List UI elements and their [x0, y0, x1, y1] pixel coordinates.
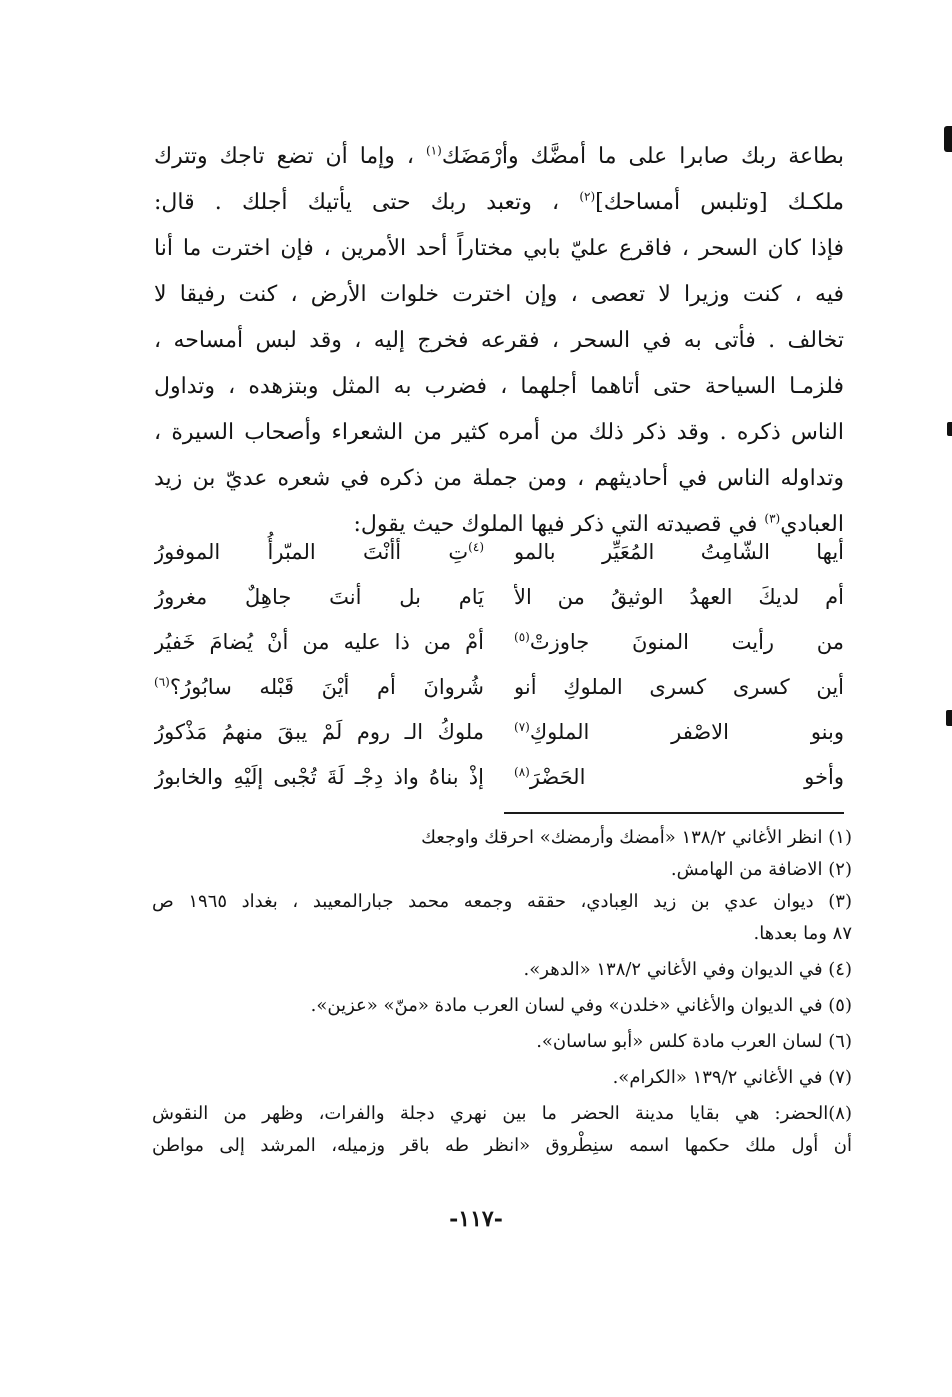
text-line: ملكـك [وتلبس أمساحك]$^{(٢)}$ ، وتعبد ربك حتى يأتيك أجلك . قال:	[154, 189, 844, 215]
verse-first-half: أم لديكَ العهدُ الوثيقُ من الأ	[514, 585, 844, 609]
footnote-line: (٦) لسان العرب مادة كلس «أبو ساسان».	[536, 1031, 852, 1052]
text-line: فلزمـا السياحة حتى أتاهما أجلهما ، فضرب به المثل وبتزهده ، وتداول	[154, 374, 844, 399]
footnote-line: (٧) في الأغاني ١٣٩/٢ «الكرام».	[612, 1067, 852, 1088]
text-line: فإذا كان السحر ، فاقرع عليّ بابي مختاراً أحد الأمرين ، فإن اخترت ما أنا	[154, 236, 844, 261]
poem-verse	[154, 575, 844, 620]
text-line: الناس ذكره . وقد ذكر ذلك من أمره كثير من الشعراء وأصحاب السيرة ،	[154, 420, 844, 445]
footnote-ref: (٥)	[514, 630, 530, 644]
edge-mark	[946, 710, 952, 726]
footnote-line: (٢) الاضافة من الهامش.	[670, 859, 852, 880]
main-text	[154, 134, 844, 548]
footnote-line: أن أول ملك حكمها اسمه سنِطْروق «انظر طه باقر وزميله، المرشد إلى مواطن	[152, 1135, 852, 1156]
footnote-line: (١) انظر الأغاني ١٣٨/٢ «أمضك وأرمضك» احرقك واوجعك	[421, 827, 852, 848]
footnote-ref: (٨)	[514, 765, 530, 779]
footnote-ref: (٧)	[514, 720, 530, 734]
edge-mark	[944, 126, 952, 152]
verse-second-half: شُروانَ أم أيْنَ قَبْله سابُورُ؟$^{(٦)}$	[154, 675, 484, 699]
footnotes	[152, 822, 852, 1162]
footnote-ref: (٣)	[764, 511, 781, 526]
footnote-line: (٥) في الديوان والأغاني «خلدن» وفي لسان العرب مادة «منّ» «عزين».	[310, 995, 852, 1016]
footnote-ref: (٤)	[468, 540, 484, 554]
footnote-line: (٣) ديوان عدي بن زيد العِبادي، حققه وجمعه محمد جبارالمعيبد ، بغداد ١٩٦٥ ص	[152, 891, 852, 912]
footnote-ref: (٢)	[579, 189, 596, 204]
poem	[154, 530, 844, 800]
verse-second-half: أمْ من ذا عليه من أنْ يُضامَ خَفيُر	[154, 630, 484, 654]
verse-first-half: من رأيت المنونَ جاوزتْ$^{(٥)}$	[514, 630, 844, 654]
poem-verse	[154, 665, 844, 710]
footnote-ref: (١)	[425, 143, 442, 158]
page-number: -١١٧-	[449, 1206, 503, 1232]
verse-first-half: أيها الشّامِتُ المُعَيِّر بالمو	[514, 540, 844, 564]
poem-verse	[154, 530, 844, 575]
text-line: وتداوله الناس في أحاديثهم ، ومن جملة من ذكره في شعره عديّ بن زيد	[154, 466, 844, 491]
edge-mark	[947, 422, 952, 436]
verse-first-half: أين كسرى كسرى الملوكِ أنو	[514, 675, 844, 699]
poem-verse	[154, 755, 844, 800]
verse-second-half: يَام بل أنتَ جاهِلٌ مغرورُ	[154, 585, 484, 609]
verse-second-half: ملوكُ الـ روم لَمْ يبقَ منهمُ مَذْكورُ	[154, 720, 484, 744]
text-line: بطاعة ربك صابرا على ما أمضَّك وأرْمَضَك$^{(١)}$ ، وإما أن تضع تاجك وتترك	[154, 143, 844, 169]
poem-verse	[154, 620, 844, 665]
poem-verse	[154, 710, 844, 755]
verse-second-half: $^{(٤)}$تِ أأنْتَ المبّرأُ الموفورُ	[154, 540, 484, 564]
footnote-line: ٨٧ وما بعدها.	[753, 923, 852, 944]
verse-first-half: وأخو الحَضْرَ$^{(٨)}$	[514, 765, 844, 789]
verse-first-half: وبنو الاصْفر الملوكِ$^{(٧)}$	[514, 720, 844, 744]
footnote-line: (٤) في الديوان وفي الأغاني ١٣٨/٢ «الدهر».	[523, 959, 852, 980]
verse-second-half: إذْ بناهُ واذ دِجْـ لَةَ تُجْبى إلَيْهِ والخابورُ	[154, 765, 484, 789]
text-line: العبادي$^{(٣)}$ في قصيدته التي ذكر فيها الملوك حيث يقول:	[353, 511, 844, 537]
footnote-line: (٨)الحضر: هي بقايا مدينة الحضر ما بين نهري دجلة والفرات، وظهر من النقوش	[152, 1103, 852, 1124]
text-line: فيه ، كنت وزيرا لا تعصى ، وإن اخترت خلوات الأرض ، كنت رفيقا لا	[154, 282, 844, 307]
footnote-ref: (٦)	[154, 675, 170, 689]
text-line: تخالف . فأتى به في السحر ، فقرعه فخرج إليه ، وقد لبس أمساحه ،	[154, 328, 844, 353]
footnote-divider	[504, 812, 844, 814]
